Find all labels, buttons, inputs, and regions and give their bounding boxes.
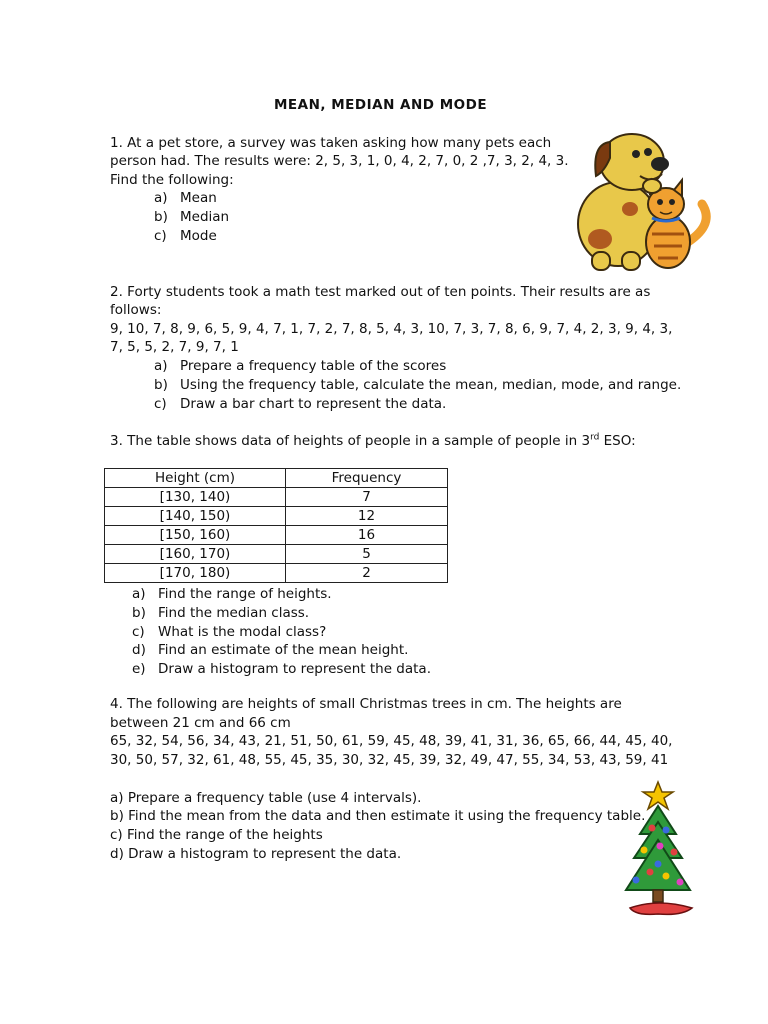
table-cell-frequency: 2 <box>286 564 448 583</box>
q4-line-3: 65, 32, 54, 56, 34, 43, 21, 51, 50, 61, 59, 45, 48, 39, 41, 31, 36, 65, 66, 44, 45, 40, <box>110 733 673 749</box>
q3-item-e-label: e) <box>132 661 146 677</box>
q1-item-b-label: b) <box>154 209 168 225</box>
q3-item-d-text: Find an estimate of the mean height. <box>158 642 409 658</box>
table-header-row <box>105 469 448 488</box>
table-row <box>105 545 448 564</box>
q1-item-b-text: Median <box>180 209 230 225</box>
table-cell-interval: [170, 180) <box>105 564 286 583</box>
q3-item-d-label: d) <box>132 642 146 658</box>
q3-item-b-text: Find the median class. <box>158 605 310 621</box>
q4-line-4: 30, 50, 57, 32, 61, 48, 55, 45, 35, 30, 32, 45, 39, 32, 49, 47, 55, 34, 53, 43, 59, 41 <box>110 752 669 768</box>
table-cell-frequency: 5 <box>286 545 448 564</box>
q3-item-a <box>132 585 332 603</box>
q2-item-c-text: Draw a bar chart to represent the data. <box>180 396 447 412</box>
q3-intro-sup: rd <box>590 432 600 443</box>
q1-item-b <box>154 208 229 226</box>
table-row <box>105 564 448 583</box>
q1-item-a-text: Mean <box>180 190 217 206</box>
q1-item-c-label: c) <box>154 228 167 244</box>
table-header-frequency: Frequency <box>286 469 448 488</box>
q1-item-a-label: a) <box>154 190 168 206</box>
table-header-height: Height (cm) <box>105 469 286 488</box>
q2-line-3: 9, 10, 7, 8, 9, 6, 5, 9, 4, 7, 1, 7, 2, 7, 8, 5, 4, 3, 10, 7, 3, 7, 8, 6, 9, 7, 4, 2, 3, 9, 4, 3, <box>110 321 673 337</box>
table-row <box>105 526 448 545</box>
q2-item-b-label: b) <box>154 377 168 393</box>
q3-intro-end: ESO: <box>599 433 636 449</box>
q1-line-1: 1. At a pet store, a survey was taken asking how many pets each <box>110 135 552 151</box>
table-cell-frequency: 7 <box>286 488 448 507</box>
q2-item-c-label: c) <box>154 396 167 412</box>
q4-item-d: d) Draw a histogram to represent the data. <box>110 846 402 862</box>
q1-item-c-text: Mode <box>180 228 217 244</box>
q3-item-c <box>132 623 326 641</box>
q3-item-d <box>132 641 408 659</box>
q3-item-b <box>132 604 309 622</box>
christmas-tree-illustration <box>622 780 702 920</box>
q1-item-a <box>154 189 217 207</box>
q4-item-c: c) Find the range of the heights <box>110 827 323 843</box>
q2-item-a-text: Prepare a frequency table of the scores <box>180 358 447 374</box>
q4-line-2: between 21 cm and 66 cm <box>110 715 291 731</box>
table-cell-interval: [140, 150) <box>105 507 286 526</box>
q1-item-c <box>154 227 217 245</box>
table-cell-interval: [160, 170) <box>105 545 286 564</box>
page-title: MEAN, MEDIAN AND MODE <box>274 97 488 113</box>
q2-line-1: 2. Forty students took a math test marked out of ten points. Their results are as <box>110 284 651 300</box>
q3-item-b-label: b) <box>132 605 146 621</box>
q3-item-c-text: What is the modal class? <box>158 624 327 640</box>
q2-item-c <box>154 395 446 413</box>
q3-intro <box>110 432 636 450</box>
table-row <box>105 507 448 526</box>
q3-item-e-text: Draw a histogram to represent the data. <box>158 661 431 677</box>
q2-item-b-text: Using the frequency table, calculate the mean, median, mode, and range. <box>180 377 682 393</box>
q2-item-b <box>154 376 681 394</box>
table-cell-interval: [130, 140) <box>105 488 286 507</box>
q2-line-4: 7, 5, 5, 2, 7, 9, 7, 1 <box>110 339 239 355</box>
q3-item-e <box>132 660 431 678</box>
table-cell-frequency: 16 <box>286 526 448 545</box>
q2-item-a-label: a) <box>154 358 168 374</box>
q1-line-3: Find the following: <box>110 172 234 188</box>
q2-line-2: follows: <box>110 302 162 318</box>
q3-item-a-label: a) <box>132 586 146 602</box>
table-cell-frequency: 12 <box>286 507 448 526</box>
q1-line-2: person had. The results were: 2, 5, 3, 1, 0, 4, 2, 7, 0, 2 ,7, 3, 2, 4, 3. <box>110 153 569 169</box>
q3-item-c-label: c) <box>132 624 145 640</box>
q3-item-a-text: Find the range of heights. <box>158 586 332 602</box>
q3-intro-text: 3. The table shows data of heights of people in a sample of people in 3 <box>110 433 591 449</box>
height-frequency-table <box>104 468 448 583</box>
q4-item-b: b) Find the mean from the data and then estimate it using the frequency table. <box>110 808 646 824</box>
q4-item-a: a) Prepare a frequency table (use 4 intervals). <box>110 790 422 806</box>
table-cell-interval: [150, 160) <box>105 526 286 545</box>
q2-item-a <box>154 357 446 375</box>
q4-line-1: 4. The following are heights of small Christmas trees in cm. The heights are <box>110 696 622 712</box>
table-row <box>105 488 448 507</box>
dog-and-cat-illustration <box>570 124 715 274</box>
